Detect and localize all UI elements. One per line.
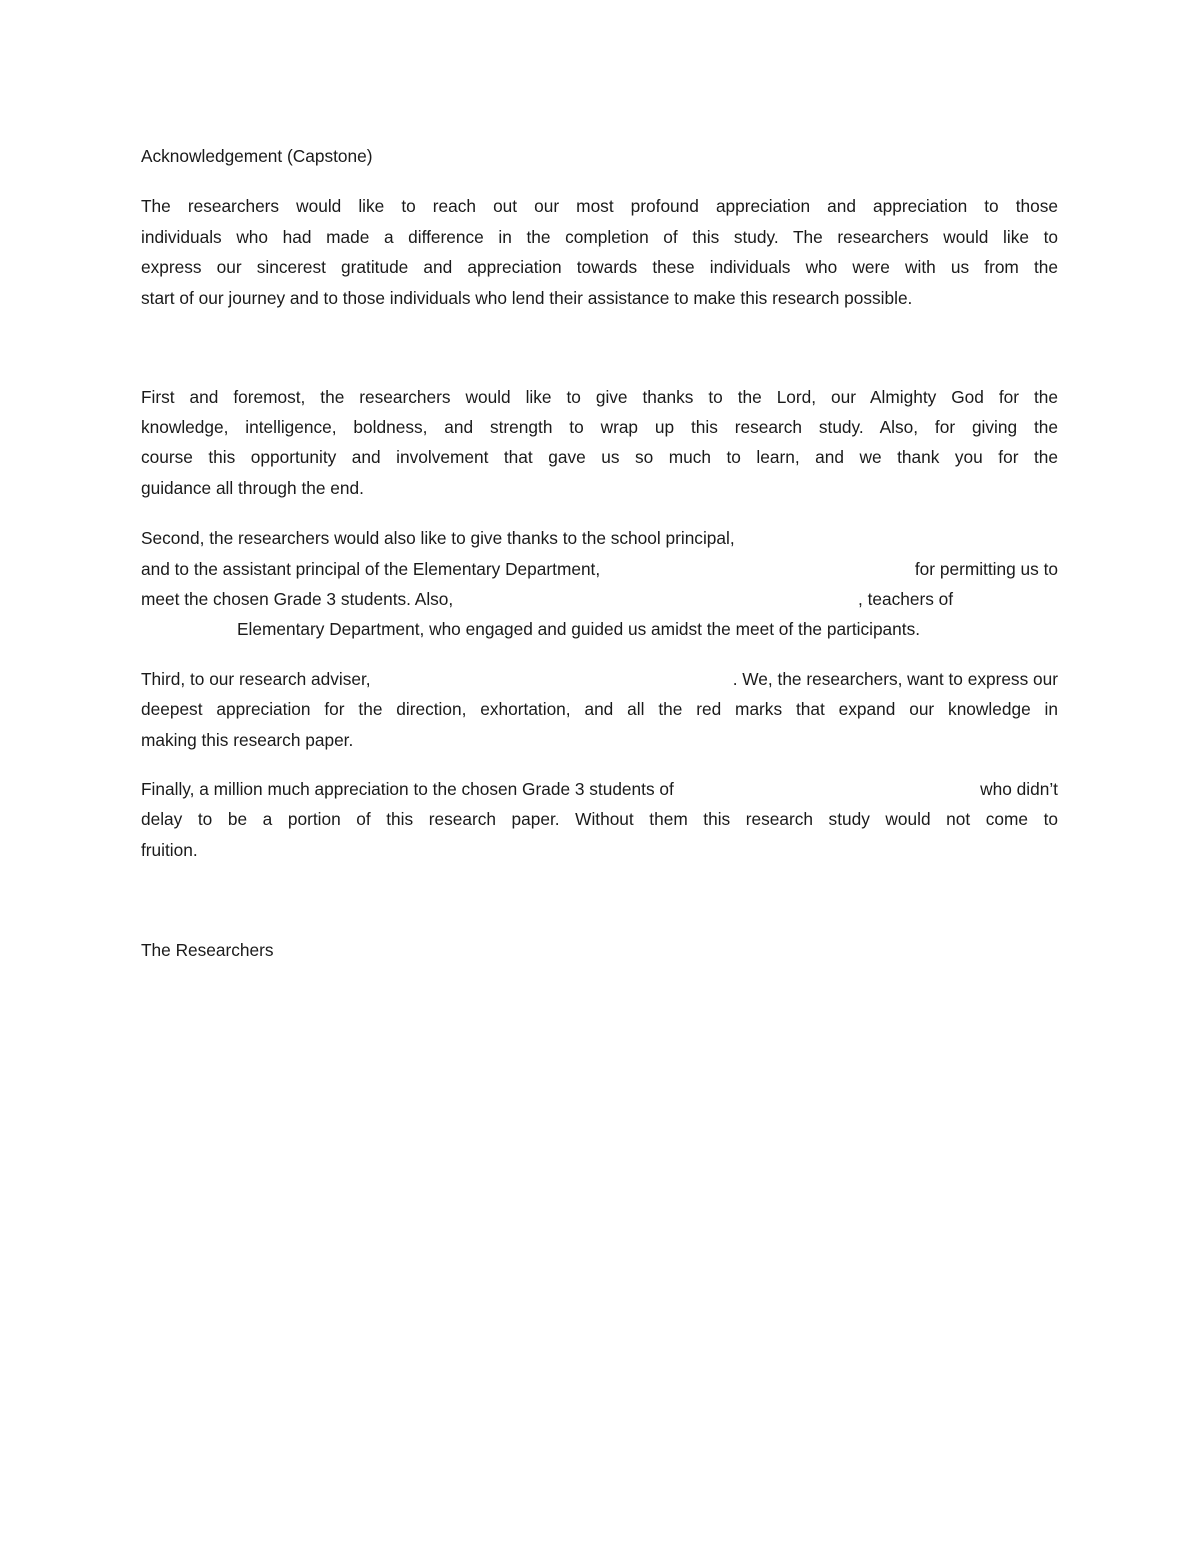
paragraph-1-line-3: express our sincerest gratitude and appreciation towards these individuals who were with us from the [141,257,1058,277]
paragraph-3-line-3-end: , teachers of [858,589,954,609]
paragraph-4-line-3: making this research paper. [141,730,354,750]
paragraph-1-line-4: start of our journey and to those individuals who lend their assistance to make this research possible. [141,288,913,308]
paragraph-5-line-3: fruition. [141,840,198,860]
paragraph-4-line-1-end: . We, the researchers, want to express our [732,669,1058,689]
paragraph-3-line-1: Second, the researchers would also like to give thanks to the school principal, [141,528,735,548]
paragraph-5-line-2: delay to be a portion of this research paper. Without them this research study would not come to [141,809,1058,829]
paragraph-2-line-2: knowledge, intelligence, boldness, and strength to wrap up this research study. Also, for giving the [141,417,1058,437]
paragraph-1-line-2: individuals who had made a difference in the completion of this study. The researchers would like to [141,227,1058,247]
paragraph-5-line-1-start: Finally, a million much appreciation to the chosen Grade 3 students of [141,779,674,799]
paragraph-2-line-4: guidance all through the end. [141,478,364,498]
paragraph-3-line-3-start: meet the chosen Grade 3 students. Also, [141,589,454,609]
paragraph-2-line-3: course this opportunity and involvement that gave us so much to learn, and we thank you for the [141,447,1058,467]
paragraph-1-line-1: The researchers would like to reach out our most profound appreciation and appreciation to those [141,196,1058,216]
document-title: Acknowledgement (Capstone) [141,146,373,166]
paragraph-4-line-2: deepest appreciation for the direction, exhortation, and all the red marks that expand our knowledge in [141,699,1058,719]
paragraph-3-line-4: Elementary Department, who engaged and guided us amidst the meet of the participants. [237,619,921,639]
paragraph-5-line-1-end: who didn’t [980,779,1058,799]
paragraph-3-line-2-end: for permitting us to [914,559,1058,579]
paragraph-4-line-1-start: Third, to our research adviser, [141,669,371,689]
signature: The Researchers [141,940,274,960]
paragraph-2-line-1: First and foremost, the researchers would like to give thanks to the Lord, our Almighty God for the [141,387,1058,407]
paragraph-3-line-2-start: and to the assistant principal of the Elementary Department, [141,559,601,579]
